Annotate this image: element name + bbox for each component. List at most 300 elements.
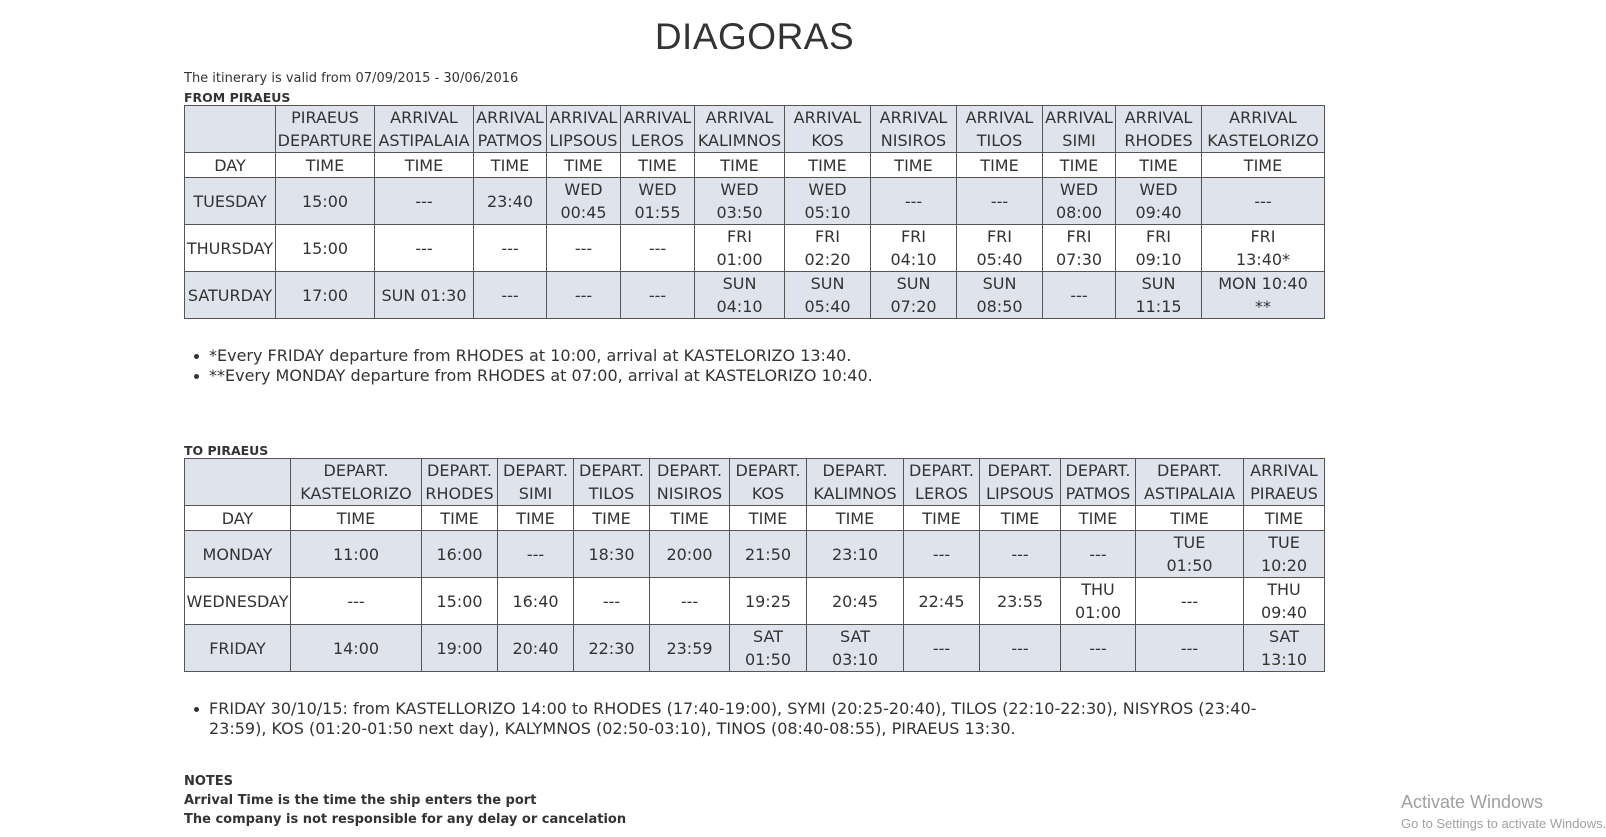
time-cell: [695, 178, 785, 225]
time-cell: [276, 178, 375, 225]
column-header-line: ARRIVAL: [476, 108, 544, 127]
column-header: [276, 106, 375, 153]
time-cell: [498, 578, 574, 625]
time-cell-line: TUE: [1173, 533, 1206, 552]
time-cell-line: ---: [990, 191, 1009, 211]
subheader-row: [185, 506, 1325, 531]
time-cell: [422, 625, 498, 672]
time-cell: [1116, 225, 1202, 272]
time-cell-line: ---: [648, 285, 667, 305]
time-cell-line: 23:59: [666, 638, 713, 658]
column-header-line: NISIROS: [880, 131, 947, 150]
time-cell-line: FRI: [726, 227, 753, 246]
time-cell: [871, 272, 957, 319]
time-cell-line: 19:25: [744, 591, 792, 611]
subheader-cell: TIME: [574, 506, 650, 531]
time-cell-line: 07:30: [1055, 250, 1103, 269]
column-header-line: ARRIVAL: [1045, 108, 1113, 127]
column-header-line: KALIMNOS: [813, 484, 897, 503]
time-cell: [291, 578, 422, 625]
subheader-cell: DAY: [185, 153, 276, 178]
time-cell: [422, 531, 498, 578]
column-header-line: ARRIVAL: [623, 108, 692, 127]
subheader-cell: TIME: [547, 153, 621, 178]
column-header: [1202, 106, 1325, 153]
time-cell: [980, 625, 1061, 672]
time-cell-line: 13:40*: [1235, 250, 1291, 269]
time-cell-line: ---: [904, 191, 923, 211]
column-header-line: DEPART.: [822, 461, 888, 480]
time-cell: [1244, 531, 1325, 578]
from-piraeus-label: FROM PIRAEUS: [184, 90, 291, 105]
time-cell: [904, 625, 980, 672]
time-cell-line: 01:55: [634, 203, 681, 222]
column-header-line: ARRIVAL: [879, 108, 948, 127]
time-cell: [1136, 578, 1244, 625]
notes-line: The company is not responsible for any delay or cancelation: [184, 812, 627, 827]
time-cell-line: WED: [720, 180, 759, 199]
time-cell: [785, 225, 871, 272]
time-cell: [547, 225, 621, 272]
column-header-line: ARRIVAL: [965, 108, 1034, 127]
watermark-subtitle: Go to Settings to activate Windows.: [1401, 816, 1606, 831]
column-header-line: PIRAEUS: [1250, 484, 1318, 503]
day-cell-line: MONDAY: [202, 544, 273, 564]
time-cell: [375, 225, 474, 272]
column-header-line: ARRIVAL: [705, 108, 774, 127]
column-header-line: DEPART.: [503, 461, 568, 480]
column-header-line: DEPART.: [735, 461, 801, 480]
column-header: [291, 459, 422, 506]
subheader-cell: TIME: [904, 506, 980, 531]
header-row: [185, 459, 1325, 506]
time-cell-line: FRI: [814, 227, 841, 246]
subheader-cell: TIME: [1202, 153, 1325, 178]
time-cell-line: 04:10: [890, 250, 937, 269]
column-header-line: ASTIPALAIA: [378, 131, 470, 150]
time-cell-line: WED: [808, 180, 847, 199]
subheader-cell: TIME: [980, 506, 1061, 531]
time-cell: [474, 272, 547, 319]
column-header: [1136, 459, 1244, 506]
time-cell-line: 15:00: [301, 238, 349, 258]
subheader-cell: TIME: [291, 506, 422, 531]
time-cell: [1136, 531, 1244, 578]
column-header-line: RHODES: [1124, 131, 1193, 150]
time-cell-line: WED: [638, 180, 677, 199]
time-cell: [807, 578, 904, 625]
time-cell-line: 01:00: [716, 250, 763, 269]
column-header-line: LIPSOUS: [986, 484, 1054, 503]
day-cell: [185, 531, 291, 578]
column-header: [422, 459, 498, 506]
time-cell-line: ---: [415, 191, 433, 211]
column-header: [621, 106, 695, 153]
column-header-line: DEPART.: [657, 461, 722, 480]
time-cell: [730, 531, 807, 578]
time-cell: [650, 531, 730, 578]
notes-section: [184, 772, 626, 829]
time-cell-line: ---: [501, 285, 519, 305]
time-cell-line: 13:10: [1260, 650, 1308, 669]
header-row: [185, 106, 1325, 153]
time-cell-line: ---: [1089, 544, 1107, 564]
column-header-line: LEROS: [915, 484, 968, 503]
time-cell-line: 21:50: [744, 544, 792, 564]
column-header-line: NISIROS: [656, 484, 723, 503]
time-cell: [1244, 625, 1325, 672]
time-cell-line: FRI: [986, 227, 1013, 246]
time-cell-line: ---: [347, 591, 365, 611]
notes-line: Arrival Time is the time the ship enters the port: [184, 793, 537, 808]
time-cell-line: 22:30: [588, 638, 635, 658]
day-cell-line: THURSDAY: [186, 238, 274, 258]
time-cell-line: ---: [1089, 638, 1107, 658]
column-header: [904, 459, 980, 506]
day-cell: [185, 625, 291, 672]
time-cell: [547, 178, 621, 225]
time-cell: [1202, 225, 1325, 272]
time-cell-line: 07:20: [890, 297, 937, 316]
column-header-line: ARRIVAL: [793, 108, 862, 127]
column-header: [650, 459, 730, 506]
time-cell: [730, 578, 807, 625]
time-cell: [574, 578, 650, 625]
column-header: [474, 106, 547, 153]
column-header: [980, 459, 1061, 506]
day-cell-line: FRIDAY: [209, 638, 266, 658]
table-row: [185, 178, 1325, 225]
validity-text: The itinerary is valid from 07/09/2015 - 30/06/2016: [184, 71, 519, 86]
column-header-line: DEPART.: [323, 461, 389, 480]
time-cell: [574, 531, 650, 578]
time-cell-line: SUN: [722, 274, 757, 293]
from-piraeus-notes: [189, 346, 873, 386]
to-piraeus-table: [184, 458, 1325, 672]
time-cell-line: ---: [574, 285, 593, 305]
column-header: [1061, 459, 1136, 506]
subheader-cell: TIME: [375, 153, 474, 178]
time-cell-line: 04:10: [716, 297, 763, 316]
column-header-line: TILOS: [588, 484, 635, 503]
notes-heading: NOTES: [184, 774, 234, 789]
column-header-line: LEROS: [631, 131, 684, 150]
column-header-line: ARRIVAL: [549, 108, 618, 127]
column-header-line: PIRAEUS: [291, 108, 359, 127]
time-cell: [904, 578, 980, 625]
subheader-cell: TIME: [1244, 506, 1325, 531]
time-cell: [980, 578, 1061, 625]
time-cell: [621, 178, 695, 225]
column-header: [498, 459, 574, 506]
time-cell-line: 01:50: [744, 650, 792, 669]
column-header: [695, 106, 785, 153]
column-header: [375, 106, 474, 153]
time-cell: [730, 625, 807, 672]
time-cell-line: 09:40: [1135, 203, 1182, 222]
time-cell-line: FRI: [1066, 227, 1092, 246]
time-cell: [871, 178, 957, 225]
subheader-cell: TIME: [1116, 153, 1202, 178]
day-cell: [185, 578, 291, 625]
time-cell-line: TUE: [1268, 533, 1300, 552]
column-header-line: ARRIVAL: [1250, 461, 1318, 480]
time-cell-line: SAT: [840, 627, 870, 646]
column-header-line: ARRIVAL: [1229, 108, 1297, 127]
time-cell-line: ---: [526, 544, 545, 564]
time-cell-line: 17:00: [301, 285, 349, 305]
time-cell: [650, 625, 730, 672]
time-cell: [276, 225, 375, 272]
time-cell: [695, 225, 785, 272]
column-header: [547, 106, 621, 153]
subheader-cell: TIME: [650, 506, 730, 531]
time-cell: [422, 578, 498, 625]
column-header: [1043, 106, 1116, 153]
column-header-line: DEPART.: [579, 461, 644, 480]
column-header-line: RHODES: [425, 484, 494, 503]
time-cell-line: 08:50: [976, 297, 1023, 316]
time-cell-line: ---: [1180, 591, 1199, 611]
time-cell-line: FRI: [1250, 227, 1276, 246]
to-piraeus-label: TO PIRAEUS: [184, 443, 269, 458]
time-cell-line: SUN: [896, 274, 931, 293]
column-header: [185, 106, 276, 153]
time-cell-line: SUN: [810, 274, 845, 293]
time-cell-line: 15:00: [301, 191, 349, 211]
day-cell: [185, 178, 276, 225]
time-cell-line: 05:40: [804, 297, 851, 316]
column-header: [785, 106, 871, 153]
time-cell: [1061, 531, 1136, 578]
column-header-line: DEPARTURE: [277, 131, 373, 150]
subheader-cell: TIME: [498, 506, 574, 531]
page-title: DIAGORAS: [654, 16, 855, 57]
time-cell: [1043, 178, 1116, 225]
subheader-cell: TIME: [957, 153, 1043, 178]
table-row: [185, 531, 1325, 578]
time-cell: [375, 178, 474, 225]
time-cell-line: 20:40: [512, 638, 559, 658]
time-cell-line: THU: [1081, 580, 1115, 599]
column-header-line: DEPART.: [909, 461, 974, 480]
subheader-row: [185, 153, 1325, 178]
time-cell: [957, 178, 1043, 225]
column-header: [871, 106, 957, 153]
time-cell-line: 11:15: [1135, 297, 1182, 316]
time-cell-line: ---: [1254, 191, 1272, 211]
column-header: [1116, 106, 1202, 153]
from-piraeus-table: [184, 105, 1325, 319]
day-cell-line: TUESDAY: [193, 191, 267, 211]
time-cell: [980, 531, 1061, 578]
subheader-cell: TIME: [695, 153, 785, 178]
time-cell: [1043, 272, 1116, 319]
time-cell-line: SAT: [753, 627, 783, 646]
column-header-line: DEPART.: [1065, 461, 1131, 480]
time-cell: [474, 225, 547, 272]
subheader-cell: DAY: [185, 506, 291, 531]
time-cell-line: 02:20: [804, 250, 851, 269]
column-header-line: KALIMNOS: [697, 131, 782, 150]
time-cell-line: 18:30: [588, 544, 635, 564]
day-cell-line: SATURDAY: [187, 285, 273, 305]
time-cell-line: ---: [1011, 638, 1029, 658]
table-row: [185, 272, 1325, 319]
time-cell-line: 05:40: [976, 250, 1023, 269]
time-cell-line: FRI: [900, 227, 927, 246]
column-header: [807, 459, 904, 506]
time-cell-line: 11:00: [332, 544, 380, 564]
table-row: [185, 625, 1325, 672]
time-cell: [621, 272, 695, 319]
time-cell-line: SUN: [982, 274, 1017, 293]
time-cell-line: WED: [1059, 180, 1099, 199]
day-cell: [185, 225, 276, 272]
time-cell: [1244, 578, 1325, 625]
time-cell-line: 14:00: [332, 638, 380, 658]
column-header: [730, 459, 807, 506]
time-cell-line: 23:40: [486, 191, 534, 211]
time-cell-line: 22:45: [918, 591, 965, 611]
subheader-cell: TIME: [730, 506, 807, 531]
column-header: [185, 459, 291, 506]
subheader-cell: TIME: [621, 153, 695, 178]
column-header-line: KOS: [811, 131, 844, 150]
time-cell-line: ---: [680, 591, 699, 611]
column-header-line: ARRIVAL: [1124, 108, 1193, 127]
column-header-line: PATMOS: [1065, 484, 1131, 503]
time-cell-line: 20:00: [666, 544, 713, 564]
note-item: FRIDAY 30/10/15: from KASTELLORIZO 14:00 to RHODES (17:40-19:00), SYMI (20:25-20:40), TILOS (22:10-22:30), NISYROS (23:40-23:59), KOS (01:20-01:50 next day), KALYMNOS (02:50-03:10), TINOS (08:40-08:55), PIRAEUS 13:30.: [189, 699, 1269, 739]
column-header-line: ARRIVAL: [390, 108, 458, 127]
column-header-line: KASTELORIZO: [300, 484, 412, 503]
time-cell-line: 01:00: [1074, 603, 1122, 622]
time-cell-line: ---: [415, 238, 433, 258]
time-cell-line: WED: [564, 180, 603, 199]
time-cell-line: 09:10: [1135, 250, 1182, 269]
time-cell-line: FRI: [1145, 227, 1172, 246]
time-cell-line: ---: [501, 238, 519, 258]
time-cell-line: 20:45: [831, 591, 879, 611]
time-cell: [276, 272, 375, 319]
time-cell-line: ---: [602, 591, 621, 611]
subheader-cell: TIME: [474, 153, 547, 178]
day-cell: [185, 272, 276, 319]
time-cell: [807, 531, 904, 578]
to-piraeus-notes: [189, 699, 1269, 739]
column-header-line: PATMOS: [477, 131, 543, 150]
activation-watermark: [1401, 792, 1606, 831]
time-cell-line: ---: [648, 238, 667, 258]
time-cell-line: 01:50: [1166, 556, 1213, 575]
subheader-cell: TIME: [1043, 153, 1116, 178]
time-cell-line: 23:10: [831, 544, 879, 564]
time-cell: [904, 531, 980, 578]
time-cell: [547, 272, 621, 319]
day-cell-line: WEDNESDAY: [186, 591, 289, 611]
time-cell-line: **: [1255, 297, 1271, 316]
time-cell-line: WED: [1139, 180, 1178, 199]
column-header-line: SIMI: [1062, 131, 1096, 150]
time-cell-line: 03:10: [831, 650, 879, 669]
note-item: **Every MONDAY departure from RHODES at 07:00, arrival at KASTELORIZO 10:40.: [189, 366, 873, 386]
time-cell: [574, 625, 650, 672]
time-cell: [1202, 178, 1325, 225]
column-header: [574, 459, 650, 506]
time-cell-line: 03:50: [716, 203, 763, 222]
time-cell-line: ---: [1070, 285, 1088, 305]
time-cell: [957, 272, 1043, 319]
subheader-cell: TIME: [276, 153, 375, 178]
table-row: [185, 578, 1325, 625]
time-cell-line: 16:40: [512, 591, 559, 611]
time-cell-line: 00:45: [560, 203, 607, 222]
time-cell: [871, 225, 957, 272]
time-cell: [650, 578, 730, 625]
time-cell-line: 05:10: [804, 203, 851, 222]
column-header-line: ASTIPALAIA: [1143, 484, 1236, 503]
time-cell-line: ---: [1180, 638, 1199, 658]
time-cell-line: ---: [574, 238, 593, 258]
time-cell-line: THU: [1267, 580, 1301, 599]
column-header-line: TILOS: [976, 131, 1023, 150]
time-cell-line: 08:00: [1055, 203, 1103, 222]
time-cell: [1116, 272, 1202, 319]
column-header-line: DEPART.: [1157, 461, 1222, 480]
time-cell-line: SUN 01:30: [381, 285, 467, 305]
time-cell: [1202, 272, 1325, 319]
time-cell-line: SUN: [1141, 274, 1176, 293]
time-cell: [291, 625, 422, 672]
time-cell: [785, 178, 871, 225]
time-cell: [957, 225, 1043, 272]
column-header-line: DEPART.: [427, 461, 492, 480]
subheader-cell: TIME: [422, 506, 498, 531]
time-cell: [1061, 578, 1136, 625]
column-header-line: DEPART.: [987, 461, 1053, 480]
column-header: [957, 106, 1043, 153]
time-cell: [375, 272, 474, 319]
table-row: [185, 225, 1325, 272]
time-cell: [1043, 225, 1116, 272]
time-cell-line: ---: [932, 544, 951, 564]
time-cell-line: ---: [932, 638, 951, 658]
time-cell-line: SAT: [1269, 627, 1299, 646]
time-cell: [807, 625, 904, 672]
time-cell: [498, 531, 574, 578]
time-cell-line: ---: [1011, 544, 1029, 564]
time-cell-line: 16:00: [436, 544, 483, 564]
time-cell: [474, 178, 547, 225]
time-cell: [1136, 625, 1244, 672]
watermark-title: Activate Windows: [1401, 792, 1544, 812]
time-cell-line: 19:00: [436, 638, 483, 658]
column-header-line: LIPSOUS: [549, 131, 618, 150]
time-cell-line: 15:00: [436, 591, 483, 611]
subheader-cell: TIME: [807, 506, 904, 531]
subheader-cell: TIME: [785, 153, 871, 178]
column-header-line: SIMI: [518, 484, 553, 503]
time-cell: [1116, 178, 1202, 225]
subheader-cell: TIME: [1061, 506, 1136, 531]
subheader-cell: TIME: [871, 153, 957, 178]
time-cell-line: 09:40: [1260, 603, 1308, 622]
column-header-line: KASTELORIZO: [1207, 131, 1319, 150]
subheader-cell: TIME: [1136, 506, 1244, 531]
time-cell: [621, 225, 695, 272]
column-header: [1244, 459, 1325, 506]
